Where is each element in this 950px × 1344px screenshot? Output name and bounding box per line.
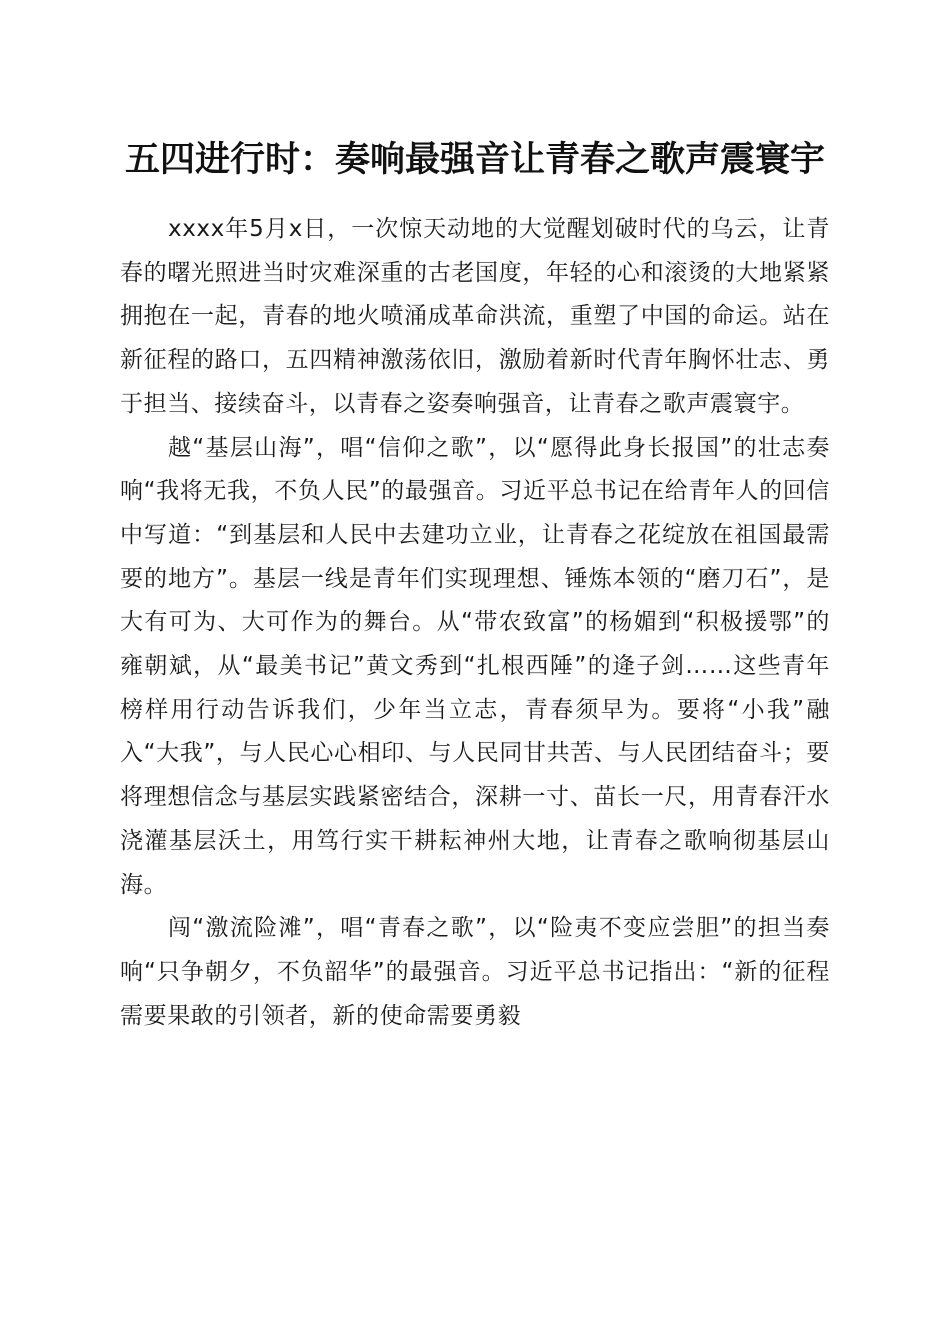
paragraph-intro: xxxx年5月x日，一次惊天动地的大觉醒划破时代的乌云，让青春的曙光照进当时灾难深重的古老国度，年轻的心和滚烫的大地紧紧拥抱在一起，青春的地火喷涌成革命洪流，重塑了中国的命运。站在新征程的路口，五四精神激荡依旧，激励着新时代青年胸怀壮志、勇于担当、接续奋斗，以青春之姿奏响强音，让青春之歌声震寰宇。 (120, 216, 830, 417)
paragraph-rapids: 闯“激流险滩”，唱“青春之歌”，以“险夷不变应尝胆”的担当奏响“只争朝夕，不负韶华”的最强音。习近平总书记指出：“新的征程需要果敢的引领者，新的使命需要勇毅 (120, 915, 830, 1029)
document-title: 五四进行时：奏响最强音让青春之歌声震寰宇 (124, 139, 825, 180)
paragraph-grassroots: 越“基层山海”，唱“信仰之歌”，以“愿得此身长报国”的壮志奏响“我将无我，不负人民”的最强音。习近平总书记在给青年人的回信中写道：“到基层和人民中去建功立业，让青春之花绽放在祖国最需要的地方”。基层一线是青年们实现理想、锤炼本领的“磨刀石”，是大有可为、大可作为的舞台。从“带农致富”的杨媚到“积极援鄂”的雍朝斌，从“最美书记”黄文秀到“扎根西陲”的逄子剑……这些青年榜样用行动告诉我们，少年当立志，青春须早为。要将“小我”融入“大我”，与人民心心相印、与人民同甘共苦、与人民团结奋斗；要将理想信念与基层实践紧密结合，深耕一寸、苗长一尺，用青春汗水浇灌基层沃土，用笃行实干耕耘神州大地，让青春之歌响彻基层山海。 (120, 434, 830, 898)
document-body (120, 208, 830, 1038)
